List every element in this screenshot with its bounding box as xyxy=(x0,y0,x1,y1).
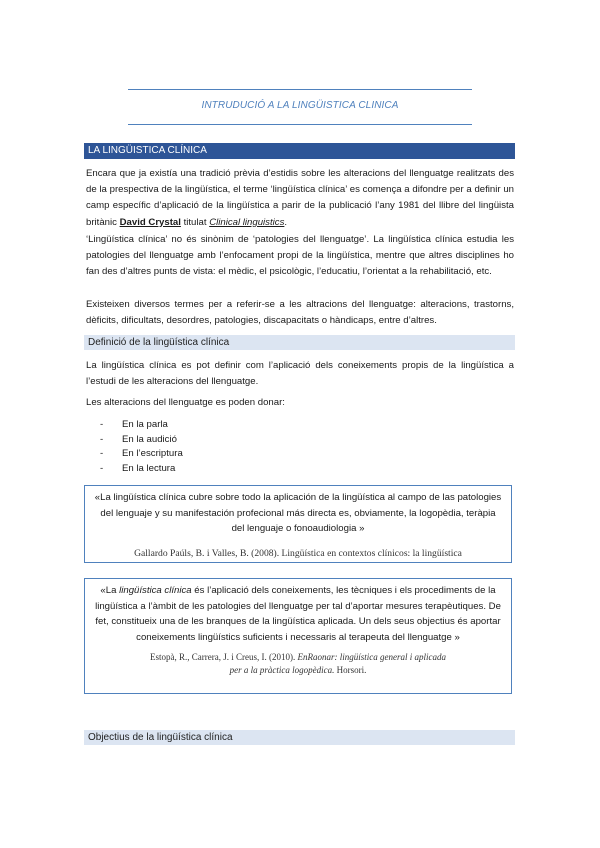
intro-text-a: Encara que ja existía una tradició prèvia d’estidis sobre les alteracions del llenguatge realitzats des de la prespectiva de la lingüística, el terme ‘lingüística clínica’ es comença a difondre per a definir un camp específic d’aplicació de la lingüística a parir de la publicació l’any 1981 del llibre del lingüista britànic xyxy=(86,168,514,228)
list-dash: - xyxy=(100,462,104,474)
definition-contrast-paragraph: ‘Lingüística clínica’ no és sinònim de ‘patologies del llenguatge’. La lingüística clínica estudia les patologies del llenguatge amb l’enfocament propi de la lingüística, mentre que altres disciplines ho fan des d’altres punts de vista: el mèdic, el psicològic, l’educatiu, l’orientat a la rehabilitació, etc. xyxy=(86,234,514,278)
quote-text xyxy=(85,583,511,645)
section-heading-definicio: Definició de la lingüística clínica xyxy=(84,335,515,350)
list-item-text: En la parla xyxy=(122,419,168,430)
intro-paragraph xyxy=(86,166,514,231)
author-link[interactable]: David Crystal xyxy=(119,216,181,228)
list-item-text: En l’escriptura xyxy=(122,448,183,459)
section-heading-objectius: Objectius de la lingüística clínica xyxy=(84,730,515,745)
section-heading-linguistica-clinica: LA LINGÜISTICA CLÍNICA xyxy=(84,143,515,159)
alterations-list xyxy=(100,418,183,476)
quote-box-gallardo xyxy=(84,485,512,563)
quote-citation: Gallardo Paúls, B. i Valles, B. (2008). Lingüística en contextos clínicos: la lingüística xyxy=(134,547,462,559)
quote-text-italic: lingüística clínica xyxy=(119,585,192,596)
quote-text-a: «La xyxy=(100,585,120,596)
definition-paragraph: La lingüística clínica es pot definir com l’aplicació dels coneixements propis de la lingüística a l’estudi de les alteracions del llenguatge. xyxy=(86,360,514,388)
list-item xyxy=(100,433,183,448)
citation-authors: Estopà, R., Carrera, J. i Creus, I. (2010). xyxy=(150,652,298,662)
intro-text-c: . xyxy=(284,216,288,228)
list-item xyxy=(100,462,183,477)
list-item xyxy=(100,447,183,462)
intro-text-b: titulat xyxy=(180,216,210,228)
title-top-rule xyxy=(128,89,472,90)
title-bottom-rule xyxy=(128,124,472,125)
quote-box-estopa xyxy=(84,578,512,694)
alterations-intro: Les alteracions del llenguatge es poden donar: xyxy=(86,397,285,408)
list-item-text: En la audició xyxy=(122,433,177,445)
document-title: INTRUDUCIÓ A LA LINGÜISTICA CLINICA xyxy=(201,100,399,111)
quote-text: «La lingüística clínica cubre sobre todo la aplicación de la lingüística al campo de las patologies del lenguaje y su manifestación profecional más directa es, obviamente, la logopèdia, teràpia del lenguaje o fonoaudiologia » xyxy=(94,492,502,534)
book-link[interactable]: Clinical linguistics xyxy=(209,216,285,228)
citation-publisher: Horsori. xyxy=(334,665,367,675)
list-dash: - xyxy=(100,419,104,430)
list-dash: - xyxy=(100,448,104,459)
terms-paragraph: Existeixen diversos termes per a referir-se a les altracions del llenguatge: alteracions, trastorns, dèficits, dificultats, desordres, patologies, discapacitats o hàndicaps, entre d’altres. xyxy=(86,299,514,327)
citation-title: EnRaonar: lingüística general i aplicada per a la pràctica logopèdica. xyxy=(229,652,446,675)
quote-citation xyxy=(85,651,511,677)
list-item xyxy=(100,418,183,433)
quote-text-b: és l’aplicació dels coneixements, les tècniques i els procediments de la lingüística a l’àmbit de les patologies del llenguatge per tal d’aportar mesures terapèutiques. De fet, constitueix una de les branques de la lingüística aplicada. Un dels seus objectius és aportar coneixements lingüístics suficients i necessaris al terapeuta del llenguatge » xyxy=(95,585,501,643)
list-dash: - xyxy=(100,433,104,445)
list-item-text: En la lectura xyxy=(122,462,176,474)
